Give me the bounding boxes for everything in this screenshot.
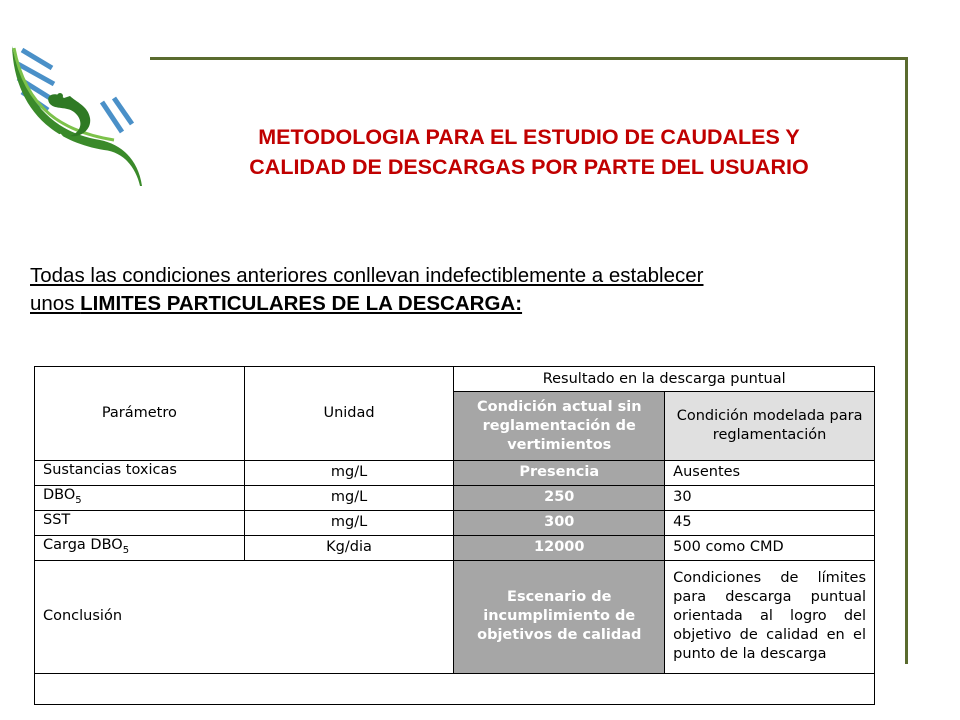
- row-unit: Kg/dia: [244, 535, 454, 560]
- empty-row: [35, 673, 875, 704]
- conclusion-actual: Escenario de incumplimiento de objetivos de calidad: [454, 560, 665, 673]
- conclusion-modelada-line: orientada al logro del: [673, 608, 866, 625]
- conclusion-modelada: [665, 560, 875, 673]
- row-unit: mg/L: [244, 461, 454, 486]
- row-param: SST: [35, 510, 245, 535]
- row-param: Sustancias toxicas: [35, 461, 245, 486]
- svg-text:CRA: CRA: [30, 128, 72, 159]
- table-header-row: [35, 367, 875, 392]
- intro-line-1: Todas las condiciones anteriores conllevan indefectiblemente a establecer: [30, 264, 704, 287]
- table-row: [35, 535, 875, 560]
- row-param: $DBO_5$: [35, 485, 245, 510]
- conclusion-modelada-line: punto de la descarga: [673, 646, 827, 663]
- row-unit: mg/L: [244, 510, 454, 535]
- conclusion-modelada-line: para descarga puntual: [673, 589, 866, 606]
- intro-line-2-prefix: unos: [30, 292, 81, 315]
- header-unidad: Unidad: [244, 367, 454, 461]
- table-row: [35, 485, 875, 510]
- conclusion-row: [35, 560, 875, 673]
- row-actual: 300: [454, 510, 665, 535]
- row-modelada: 45: [665, 510, 875, 535]
- header-parametro: Parámetro: [35, 367, 245, 461]
- row-modelada: 500 como CMD: [665, 535, 875, 560]
- table-row: [35, 510, 875, 535]
- conclusion-modelada-line: Condiciones de límites: [673, 570, 866, 587]
- row-modelada: Ausentes: [665, 461, 875, 486]
- title-line-1: METODOLOGIA PARA EL ESTUDIO DE CAUDALES Y: [258, 125, 800, 149]
- row-param: Carga $DBO_5$: [35, 535, 245, 560]
- header-resultado: Resultado en la descarga puntual: [454, 367, 875, 392]
- conclusion-modelada-line: objetivo de calidad en el: [673, 627, 866, 644]
- conclusion-label: Conclusión: [35, 560, 454, 673]
- row-unit: mg/L: [244, 485, 454, 510]
- intro-line-2-bold: LIMITES PARTICULARES DE LA DESCARGA:: [80, 292, 523, 315]
- header-condicion-actual: Condición actual sin reglamentación de vertimientos: [454, 392, 665, 461]
- empty-cell: [35, 673, 875, 704]
- title-line-2: CALIDAD DE DESCARGAS POR PARTE DEL USUARIO: [249, 155, 809, 179]
- intro-paragraph: [30, 262, 910, 318]
- row-modelada: 30: [665, 485, 875, 510]
- row-actual: 12000: [454, 535, 665, 560]
- slide-title: [150, 122, 908, 182]
- slide-frame-top-line: [150, 57, 908, 60]
- discharge-limits-table: [34, 366, 875, 705]
- cra-logo: [4, 40, 146, 188]
- row-actual: 250: [454, 485, 665, 510]
- row-actual: Presencia: [454, 461, 665, 486]
- intro-line-2: [30, 290, 910, 318]
- table-row: [35, 461, 875, 486]
- header-condicion-modelada: Condición modelada para reglamentación: [665, 392, 875, 461]
